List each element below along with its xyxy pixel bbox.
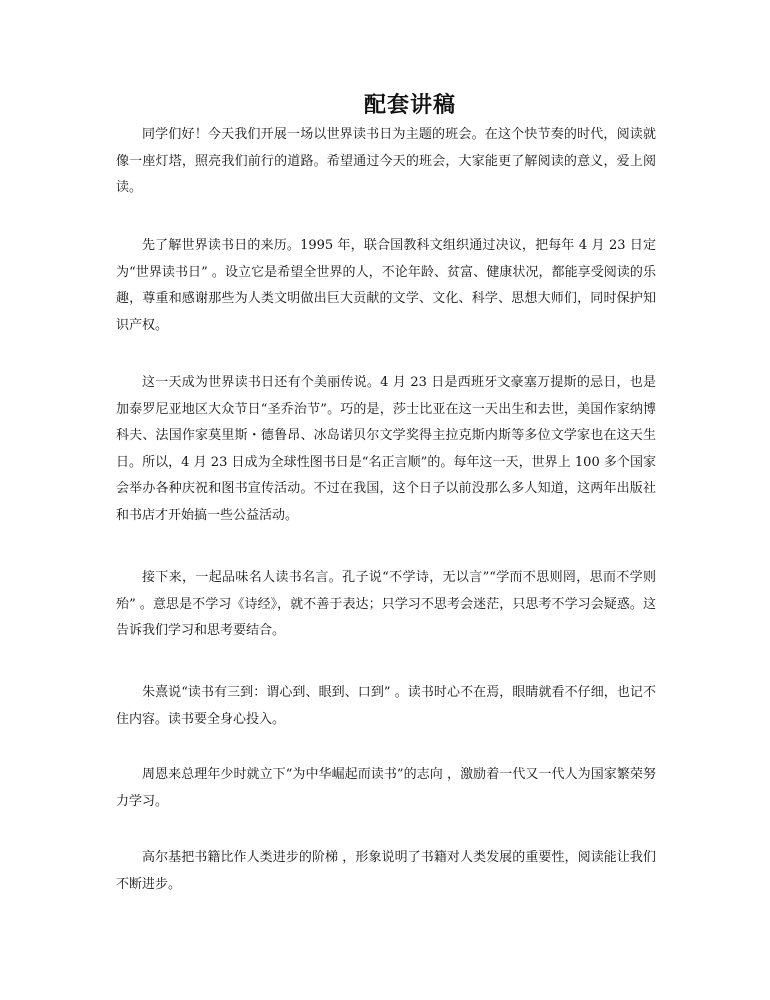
- paragraph-confucius: 接下来，一起品味名人读书名言。孔子说“不学诗，无以言”“学而不思则罔，思而不学则殆” 。意思是不学习《诗经》，就不善于表达；只学习不思考会迷茫，只思考不学习会疑惑。这告诉我们学习和思考要结合。: [116, 570, 656, 638]
- paragraph-origin: 先了解世界读书日的来历。1995 年，联合国教科文组织通过决议，把每年 4 月 23 日定为“世界读书日” 。设立它是希望全世界的人，不论年龄、贫富、健康状况，都能享受阅读的乐趣，尊重和感谢那些为人类文明做出巨大贡献的文学、文化、科学、思想大师们，同时保护知识产权。: [116, 238, 656, 333]
- paragraph-gorky: 高尔基把书籍比作人类进步的阶梯 ，形象说明了书籍对人类发展的重要性，阅读能让我们不断进步。: [116, 850, 656, 892]
- document-title: 配套讲稿: [363, 92, 456, 118]
- paragraph-legend: 这一天成为世界读书日还有个美丽传说。4 月 23 日是西班牙文豪塞万提斯的忌日，也是加泰罗尼亚地区大众节日“圣乔治节”。巧的是，莎士比亚在这一天出生和去世，美国作家纳博科夫、法国作家莫里斯・德鲁昂、冰岛诺贝尔文学奖得主拉克斯内斯等多位文学家也在这天生日。所以，4 月 23 日成为全球性图书日是“名正言顺”的。每年这一天，世界上 100 多个国家会举办各种庆祝和图书宣传活动。不过在我国，这个日子以前没那么多人知道，这两年出版社和书店才开始搞一些公益活动。: [116, 375, 656, 523]
- paragraph-zhou-enlai: 周恩来总理年少时就立下“为中华崛起而读书”的志向 ，激励着一代又一代人为国家繁荣努力学习。: [116, 767, 656, 809]
- paragraph-intro: 同学们好！今天我们开展一场以世界读书日为主题的班会。在这个快节奏的时代，阅读就像一座灯塔，照亮我们前行的道路。希望通过今天的班会，大家能更了解阅读的意义，爱上阅读。: [116, 127, 656, 195]
- paragraph-zhuxi: 朱熹说“读书有三到：谓心到、眼到、口到” 。读书时心不在焉，眼睛就看不仔细，也记不住内容。读书要全身心投入。: [116, 685, 656, 727]
